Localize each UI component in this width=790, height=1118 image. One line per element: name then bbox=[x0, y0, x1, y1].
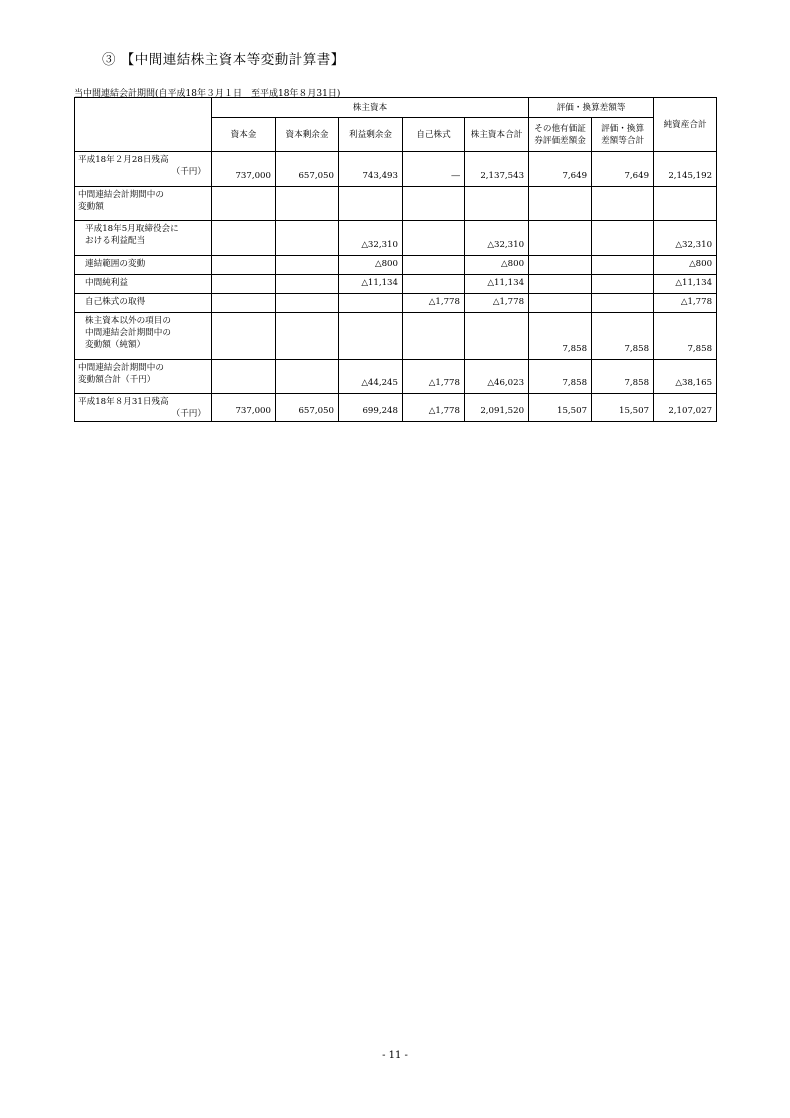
table-cell bbox=[276, 294, 339, 313]
table-cell: △32,310 bbox=[465, 221, 529, 256]
table-cell: 743,493 bbox=[339, 152, 403, 187]
table-cell: ― bbox=[403, 152, 465, 187]
period-caption: 当中間連結会計期間(自平成18年３月１日 至平成18年８月31日) bbox=[74, 89, 341, 99]
table-cell bbox=[212, 360, 276, 394]
table-cell bbox=[592, 275, 654, 294]
table-cell bbox=[276, 221, 339, 256]
table-cell bbox=[339, 294, 403, 313]
table-cell: △44,245 bbox=[339, 360, 403, 394]
table-cell: △1,778 bbox=[654, 294, 717, 313]
col-header-capital: 資本金 bbox=[212, 118, 276, 152]
table-cell bbox=[403, 221, 465, 256]
row-label bbox=[75, 187, 212, 221]
table-cell: △1,778 bbox=[403, 394, 465, 422]
col-header-capital-surplus: 資本剰余金 bbox=[276, 118, 339, 152]
row-label bbox=[75, 152, 212, 187]
table-cell: 7,858 bbox=[654, 313, 717, 360]
table-row bbox=[75, 275, 717, 294]
table-cell: 737,000 bbox=[212, 152, 276, 187]
row-label-text: 平成18年２月28日残高 bbox=[78, 155, 169, 165]
table-cell bbox=[529, 221, 592, 256]
page-number: - 11 - bbox=[382, 1050, 408, 1061]
row-label-text: 連結範囲の変動 bbox=[85, 259, 146, 269]
row-label bbox=[75, 275, 212, 294]
table-cell: 2,107,027 bbox=[654, 394, 717, 422]
table-cell: △800 bbox=[465, 256, 529, 275]
table-cell bbox=[403, 313, 465, 360]
row-label-text: 自己株式の取得 bbox=[85, 297, 146, 307]
row-unit: （千円） bbox=[171, 167, 206, 177]
row-label bbox=[75, 221, 212, 256]
table-cell: 2,091,520 bbox=[465, 394, 529, 422]
table-cell bbox=[403, 256, 465, 275]
table-cell: 657,050 bbox=[276, 394, 339, 422]
table-cell bbox=[339, 187, 403, 221]
table-cell: 7,649 bbox=[592, 152, 654, 187]
table-cell bbox=[276, 275, 339, 294]
shareholders-equity-header: 株主資本 bbox=[212, 98, 529, 118]
table-row bbox=[75, 187, 717, 221]
table-cell: △800 bbox=[339, 256, 403, 275]
table-cell bbox=[212, 256, 276, 275]
table-row bbox=[75, 360, 717, 394]
table-row bbox=[75, 221, 717, 256]
table-cell: 7,649 bbox=[529, 152, 592, 187]
row-label-text: 株主資本以外の項目の 中間連結会計期間中の 変動額（純額） bbox=[85, 316, 171, 350]
row-label-text: 平成18年5月取締役会に おける利益配当 bbox=[85, 224, 179, 246]
table-cell: 737,000 bbox=[212, 394, 276, 422]
table-row bbox=[75, 394, 717, 422]
row-label bbox=[75, 360, 212, 394]
table-cell bbox=[212, 275, 276, 294]
row-label bbox=[75, 256, 212, 275]
table-cell: 657,050 bbox=[276, 152, 339, 187]
table-cell bbox=[212, 294, 276, 313]
table-cell: △1,778 bbox=[403, 294, 465, 313]
table-cell: 7,858 bbox=[529, 313, 592, 360]
table-cell: △32,310 bbox=[339, 221, 403, 256]
row-unit: （千円） bbox=[171, 409, 206, 419]
table-cell bbox=[592, 294, 654, 313]
table-cell: 2,137,543 bbox=[465, 152, 529, 187]
table-cell bbox=[276, 313, 339, 360]
table-cell: △800 bbox=[654, 256, 717, 275]
table-cell bbox=[465, 187, 529, 221]
table-cell bbox=[212, 313, 276, 360]
row-label-text: 中間連結会計期間中の 変動額 bbox=[78, 190, 164, 212]
table-cell bbox=[276, 256, 339, 275]
col-header-securities-valuation: その他有価証 券評価差額金 bbox=[529, 118, 592, 152]
table-cell: △1,778 bbox=[465, 294, 529, 313]
table-row bbox=[75, 152, 717, 187]
equity-changes-table bbox=[74, 97, 717, 422]
table-cell: 15,507 bbox=[529, 394, 592, 422]
table-cell: 7,858 bbox=[592, 360, 654, 394]
table-cell bbox=[212, 221, 276, 256]
table-cell bbox=[529, 294, 592, 313]
valuation-header: 評価・換算差額等 bbox=[529, 98, 654, 118]
table-cell bbox=[276, 187, 339, 221]
table-row bbox=[75, 294, 717, 313]
table-cell bbox=[529, 256, 592, 275]
row-label bbox=[75, 394, 212, 422]
table-cell: 15,507 bbox=[592, 394, 654, 422]
table-cell: 2,145,192 bbox=[654, 152, 717, 187]
table-cell bbox=[212, 187, 276, 221]
col-header-treasury-stock: 自己株式 bbox=[403, 118, 465, 152]
table-cell bbox=[592, 221, 654, 256]
table-cell: 7,858 bbox=[592, 313, 654, 360]
table-row bbox=[75, 313, 717, 360]
row-label bbox=[75, 313, 212, 360]
table-cell bbox=[403, 275, 465, 294]
col-header-valuation-total: 評価・換算 差額等合計 bbox=[592, 118, 654, 152]
row-label-text: 中間純利益 bbox=[85, 278, 128, 288]
table-cell bbox=[592, 256, 654, 275]
table-cell: △1,778 bbox=[403, 360, 465, 394]
table-cell bbox=[529, 187, 592, 221]
col-header-retained-earnings: 利益剰余金 bbox=[339, 118, 403, 152]
table-cell: △32,310 bbox=[654, 221, 717, 256]
table-cell: △11,134 bbox=[339, 275, 403, 294]
table-cell: △38,165 bbox=[654, 360, 717, 394]
table-cell bbox=[465, 313, 529, 360]
table-cell bbox=[339, 313, 403, 360]
table-cell: 699,248 bbox=[339, 394, 403, 422]
row-label-text: 平成18年８月31日残高 bbox=[78, 397, 169, 407]
row-label-text: 中間連結会計期間中の 変動額合計（千円） bbox=[78, 363, 164, 385]
table-cell: △11,134 bbox=[654, 275, 717, 294]
statement-title: ③ 【中間連結株主資本等変動計算書】 bbox=[102, 52, 345, 68]
table-cell bbox=[592, 187, 654, 221]
row-label bbox=[75, 294, 212, 313]
table-cell bbox=[276, 360, 339, 394]
table-cell bbox=[654, 187, 717, 221]
table-cell: △46,023 bbox=[465, 360, 529, 394]
table-cell: △11,134 bbox=[465, 275, 529, 294]
table-cell bbox=[529, 275, 592, 294]
table-row bbox=[75, 256, 717, 275]
table-body bbox=[75, 152, 717, 422]
net-assets-total-header: 純資産合計 bbox=[654, 98, 717, 152]
col-header-equity-total: 株主資本合計 bbox=[465, 118, 529, 152]
table-cell: 7,858 bbox=[529, 360, 592, 394]
row-label-header bbox=[75, 98, 212, 152]
table-cell bbox=[403, 187, 465, 221]
